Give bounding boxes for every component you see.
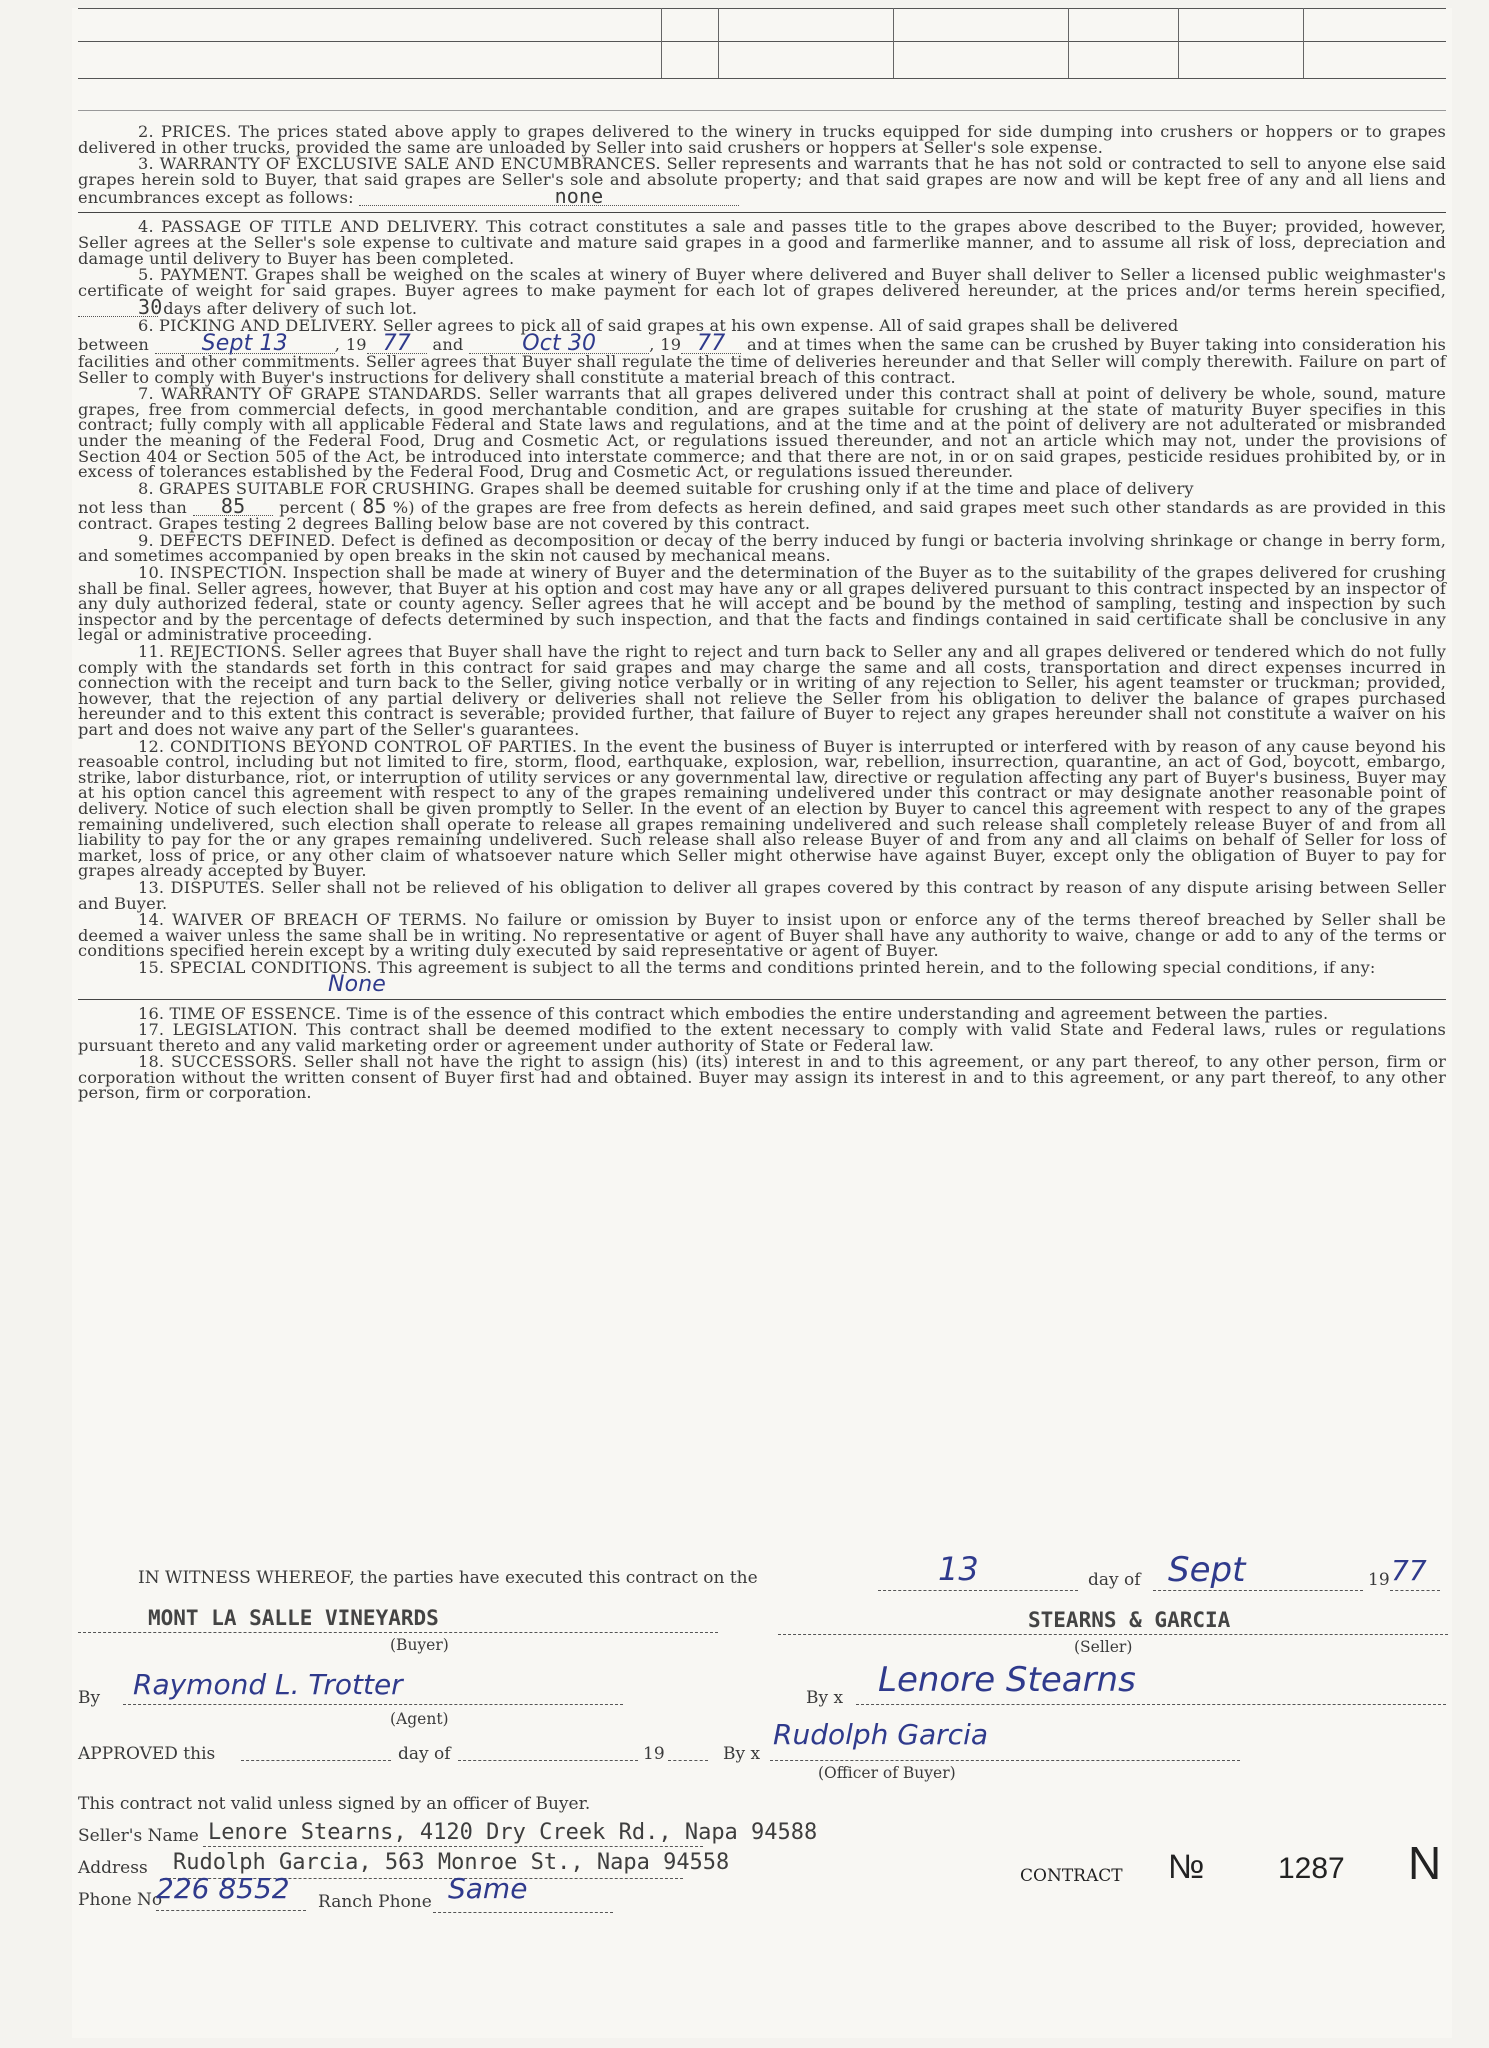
clause-11-rejections: 11. REJECTIONS. Seller agrees that Buyer shall have the right to reject and turn back to Seller any and all grapes delivered or tendered which do not fully comply with the standards set forth in this contract for said grapes and may charge the same and all costs, transportation and direct expenses incurred in connection with the receipt and turn back to the Seller, giving notice verbally or in writing of any rejection to Seller, his agent teamster or truckman; provided, however, that the rejection of any partial delivery or deliveries shall not relieve the Seller from his obligation to deliver the balance of grapes purchased hereunder and to this extent this contract is severable; provided further, that failure of Buyer to reject any grapes hereunder shall not constitute a waiver on his part and does not waive any part of the Seller's guarantees. <box>78 642 1446 739</box>
delivery-end-date: Oct 30 <box>469 335 649 354</box>
clause-15-special-conditions: 15. SPECIAL CONDITIONS. This agreement is subject to all the terms and conditions printed herein, and to the following special conditions, if any: <box>138 957 1376 977</box>
clause-4-passage-of-title: 4. PASSAGE OF TITLE AND DELIVERY. This cotract constitutes a sale and passes title to the grapes above described to the Buyer; provided, however, Seller agrees at the Seller's sole expense to cultivate and mature said grapes in a good and farmerlike manner, and to assume all risk of loss, depreciation and damage until delivery to Buyer has been completed. <box>78 217 1446 268</box>
clause-9-defects: 9. DEFECTS DEFINED. Defect is defined as decomposition or decay of the berry induced by fungi or bacteria involving shrinkage or change in berry form, and sometimes accompanied by open breaks in the skin not caused by mechanical means. <box>78 530 1446 566</box>
special-conditions-value: None <box>328 971 386 997</box>
payment-days-field: 30 <box>78 298 158 317</box>
clause-17-legislation: 17. LEGISLATION. This contract shall be deemed modified to the extent necessary to comply with valid State and Federal laws, rules or regulations pursuant thereto and any valid marketing order or agreement under authority of State or Federal law. <box>78 1020 1446 1055</box>
approved-by: By x <box>723 1744 761 1764</box>
seller-by-label: By x <box>806 1688 844 1708</box>
clause-3-warranty-exclusive-sale: 3. WARRANTY OF EXCLUSIVE SALE AND ENCUMBRANCES. Seller represents and warrants that he has not sold or contracted to sell to anyone else said grapes herein sold to Buyer, that said grapes are Seller's sole and absolute property; and that said grapes are now and will be kept free of any and all liens and encumbrances except as follows: none <box>78 154 1446 209</box>
clause-8-percent: not less than 85 percent ( 85 %) of the grapes are free from defects as herein defined, and said grapes meet such other standards as are provided in this contract. Grapes testing 2 degrees Balling below base are not covered by this contract. <box>78 494 1447 534</box>
witness-text: IN WITNESS WHEREOF, the parties have executed this contract on the <box>138 1568 758 1588</box>
address-label: Address <box>78 1858 148 1878</box>
sellers-name-value: Lenore Stearns, 4120 Dry Creek Rd., Napa 94588 <box>208 1820 818 1845</box>
divider <box>78 212 1446 213</box>
approved-label: APPROVED this <box>78 1744 216 1764</box>
clause-13-disputes: 13. DISPUTES. Seller shall not be relieved of his obligation to deliver all grapes covered by this contract by reason of any dispute arising between Seller and Buyer. <box>78 877 1446 913</box>
year-prefix: 19 <box>1368 1570 1390 1590</box>
contract-letter: N <box>1408 1837 1442 1889</box>
encumbrances-field: none <box>359 187 739 206</box>
seller-caption: (Seller) <box>1074 1638 1133 1656</box>
phone-label: Phone No <box>78 1890 163 1910</box>
clause-14-waiver: 14. WAIVER OF BREACH OF TERMS. No failure or omission by Buyer to insist upon or enforce any of the terms thereof breached by Seller shall be deemed a waiver unless the same shall be in writing. No representative or agent of Buyer shall have any authority to waive, change or add to any of the terms or conditions specified herein except by a writing duly executed by said representative or agent of Buyer. <box>78 910 1446 961</box>
witness-month: Sept <box>1168 1550 1246 1590</box>
clause-5-payment: 5. PAYMENT. Grapes shall be weighed on the scales at winery of Buyer where delivered and Buyer shall deliver to Seller a licensed public weighmaster's certificate of weight for said grapes. Buyer agrees to make payment for each lot of grapes delivered hereunder, at the prices and/or terms herein specified, 30 days after delivery of such lot. <box>78 265 1446 320</box>
not-valid-note: This contract not valid unless signed by an officer of Buyer. <box>78 1794 591 1814</box>
witness-year: 77 <box>1391 1554 1427 1587</box>
clause-18-successors: 18. SUCCESSORS. Seller shall not have the right to assign (his) (its) interest in and to this agreement, or any part thereof, to any other person, firm or corporation without the written consent of Buyer first had and obtained. Buyer may assign its interest in and to this agreement, or any part thereof, to any other person, firm or corporation. <box>78 1052 1446 1103</box>
clause-7-grape-standards: 7. WARRANTY OF GRAPE STANDARDS. Seller warrants that all grapes delivered under this contract shall at point of delivery be whole, sound, mature grapes, free from commercial defects, in good merchantable condition, and are grapes suitable for crushing at the state of maturity Buyer specifies in this contract; fully comply with all applicable Federal and State laws and regulations, and at the time and at the point of delivery are not adulterated or misbranded under the meaning of the Federal Food, Drug and Cosmetic Act, or regulations issued thereunder, and not an article which may not, under the provisions of Section 404 or Section 505 of the Act, be introduced into interstate commerce; and that there are not, in or on said grapes, pesticide residues prohibited by, or in excess of tolerances established by the Federal Food, Drug and Cosmetic Act, or regulations issued thereunder. <box>78 384 1446 482</box>
seller-signature-1: Lenore Stearns <box>878 1660 1136 1700</box>
sellers-name-label: Seller's Name <box>78 1826 199 1846</box>
contract-clauses <box>78 124 1446 1102</box>
clause-6-dates: between Sept 13 , 19 77 and Oct 30 , 19 77 and at times when the same can be crushed by Buyer taking into consideration his facilities and other commitments. Seller agrees that Buyer shall regulate the time of deliveries hereunder and that Seller will comply therewith. Failure on part of Seller to comply with Buyer's instructions for delivery shall constitute a material breach of this contract. <box>78 330 1447 387</box>
agent-caption: (Agent) <box>390 1710 449 1728</box>
buyer-signature: Raymond L. Trotter <box>133 1668 403 1701</box>
address-value: Rudolph Garcia, 563 Monroe St., Napa 94558 <box>173 1850 730 1875</box>
clause-12-conditions: 12. CONDITIONS BEYOND CONTROL OF PARTIES. In the event the business of Buyer is interrupted or interfered with by reason of any cause beyond his reasoable control, including but not limited to fire, storm, flood, earthquake, explosion, war, rebellion, insurrection, quarantine, an act of God, boycott, embargo, strike, labor disturbance, riot, or interruption of utility services or any governmental law, directive or regulation affecting any part of Buyer's business, Buyer may at his option cancel this agreement with respect to any of the grapes remaining undelivered under this contract or may designate another reasonable point of delivery. Notice of such election shall be given promptly to Seller. In the event of an election by Buyer to cancel this agreement with respect to any of the grapes remaining undelivered, such election shall operate to release all grapes remaining undelivered and such release shall completely release Buyer of and from all liability to pay for the or any grapes remaining undelivered. Such release shall also release Buyer of and from any and all claims on behalf of Seller for loss of market, loss of price, or any other claim of whatsoever nature which Seller might otherwise have against Buyer, except only the obligation of Buyer to pay for grapes already accepted by Buyer. <box>78 736 1446 881</box>
special-conditions-fill <box>78 971 1446 997</box>
clause-10-inspection: 10. INSPECTION. Inspection shall be made at winery of Buyer and the determination of the Buyer as to the suitability of the grapes delivered for crushing shall be final. Seller agrees, however, that Buyer at his option and cost may have any or all grapes delivered pursuant to this contract inspected by an inspector of any duly authorized federal, state or county agency. Seller agrees that he will accept and be bound by the method of sampling, testing and inspection by such inspector and by the percentage of defects determined by such inspection, and that the facts and findings contained in said certificate shall be conclusive in any legal or administrative proceeding. <box>78 563 1446 645</box>
clause-2-prices: 2. PRICES. The prices stated above apply to grapes delivered to the winery in trucks equipped for side dumping into crushers or hoppers or to grapes delivered in other trucks, provided the same are unloaded by Seller into said crushers or hoppers at Seller's sole expense. <box>78 122 1446 157</box>
ranch-phone-value: Same <box>448 1872 528 1905</box>
phone-value: 226 8552 <box>156 1872 290 1905</box>
percent-field-1: 85 <box>193 497 273 516</box>
seller-signature-2: Rudolph Garcia <box>773 1718 989 1751</box>
witness-day: 13 <box>938 1550 979 1588</box>
buyer-name: MONT LA SALLE VINEYARDS <box>148 1606 439 1630</box>
top-table-remnant <box>78 8 1446 112</box>
clause-16-time-of-essence: 16. TIME OF ESSENCE. Time is of the essence of this contract which embodies the entire understanding and agreement between the parties. <box>138 1003 1329 1023</box>
ranch-phone-label: Ranch Phone <box>318 1892 432 1912</box>
contract-no-symbol: № <box>1168 1848 1205 1886</box>
clause-8-grapes-suitable: 8. GRAPES SUITABLE FOR CRUSHING. Grapes shall be deemed suitable for crushing only if at the time and place of delivery <box>138 478 1194 498</box>
delivery-start-date: Sept 13 <box>155 335 335 354</box>
approved-19: 19 <box>643 1744 665 1764</box>
by-label: By <box>78 1688 101 1708</box>
clause-6-picking-delivery: 6. PICKING AND DELIVERY. Seller agrees to pick all of said grapes at his own expense. All of said grapes shall be delivered <box>138 316 1179 336</box>
percent-field-2: 85 <box>362 494 387 519</box>
contract-label: CONTRACT <box>1020 1866 1123 1886</box>
seller-name: STEARNS & GARCIA <box>1028 1608 1231 1632</box>
delivery-end-year: 77 <box>681 335 741 354</box>
delivery-start-year: 77 <box>367 335 427 354</box>
divider <box>78 999 1446 1000</box>
buyer-caption: (Buyer) <box>390 1636 449 1654</box>
approved-day-of: day of <box>398 1744 451 1764</box>
contract-number: 1287 <box>1278 1852 1345 1885</box>
officer-caption: (Officer of Buyer) <box>818 1764 956 1782</box>
day-of-label: day of <box>1088 1570 1141 1590</box>
contract-page <box>72 8 1452 2038</box>
